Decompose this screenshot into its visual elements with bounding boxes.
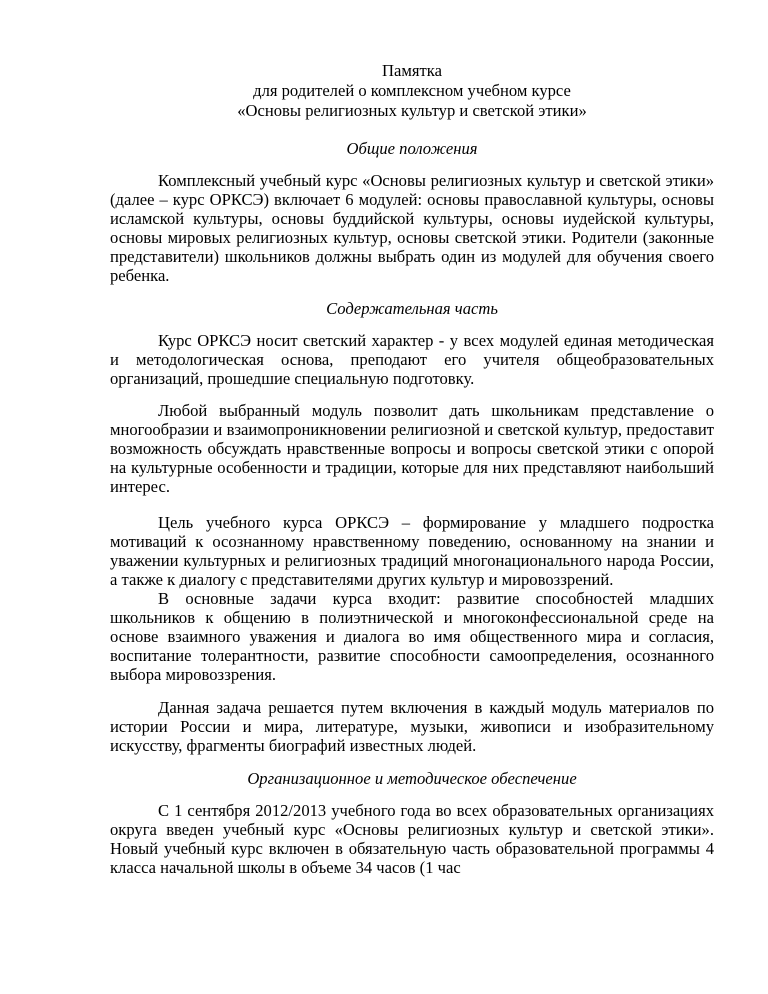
title-line-3: «Основы религиозных культур и светской этики» bbox=[237, 101, 587, 120]
title-line-2: для родителей о комплексном учебном курсе bbox=[253, 81, 571, 100]
paragraph-content-1: Курс ОРКСЭ носит светский характер - у всех модулей единая методическая и методологическая основа, преподают его учителя общеобразовательных организаций, прошедшие специальную подготовку. bbox=[110, 331, 714, 388]
document-page bbox=[110, 61, 714, 877]
paragraph-content-5: Данная задача решается путем включения в каждый модуль материалов по истории России и мира, литературе, музыки, живописи и изобразительному искусству, фрагменты биографий известных людей. bbox=[110, 698, 714, 755]
document-title bbox=[110, 61, 714, 121]
paragraph-content-2: Любой выбранный модуль позволит дать школьникам представление о многообразии и взаимопроникновении религиозной и светской культур, предоставит возможность обсуждать нравственные вопросы и вопросы светской этики с опорой на культурные особенности и традиции, которые для них представляют наибольший интерес. bbox=[110, 401, 714, 496]
paragraph-general-1: Комплексный учебный курс «Основы религиозных культур и светской этики» (далее – курс ОРКСЭ) включает 6 модулей: основы православной культуры, основы исламской культуры, основы буддийской культуры, основы иудейской культуры, основы мировых религиозных культур, основы светской этики. Родители (законные представители) школьников должны выбрать один из модулей для обучения своего ребенка. bbox=[110, 171, 714, 285]
section-heading-organization: Организационное и методическое обеспечение bbox=[247, 769, 577, 788]
title-line-1: Памятка bbox=[382, 61, 442, 80]
section-heading-content: Содержательная часть bbox=[326, 299, 498, 318]
paragraph-content-4: В основные задачи курса входит: развитие способностей младших школьников к общению в полиэтнической и многоконфессиональной среде на основе взаимного уважения и диалога во имя общественного мира и согласия, воспитание толерантности, развитие способности самоопределения, осознанного выбора мировоззрения. bbox=[110, 589, 714, 684]
paragraph-content-3: Цель учебного курса ОРКСЭ – формирование у младшего подростка мотиваций к осознанному нравственному поведению, основанному на знании и уважении культурных и религиозных традиций многонационального народа России, а также к диалогу с представителями других культур и мировоззрений. bbox=[110, 513, 714, 589]
paragraph-organization-1: С 1 сентября 2012/2013 учебного года во всех образовательных организациях округа введен учебный курс «Основы религиозных культур и светской этики». Новый учебный курс включен в обязательную часть образовательной программы 4 класса начальной школы в объеме 34 часов (1 час bbox=[110, 801, 714, 877]
section-heading-general: Общие положения bbox=[346, 139, 478, 158]
